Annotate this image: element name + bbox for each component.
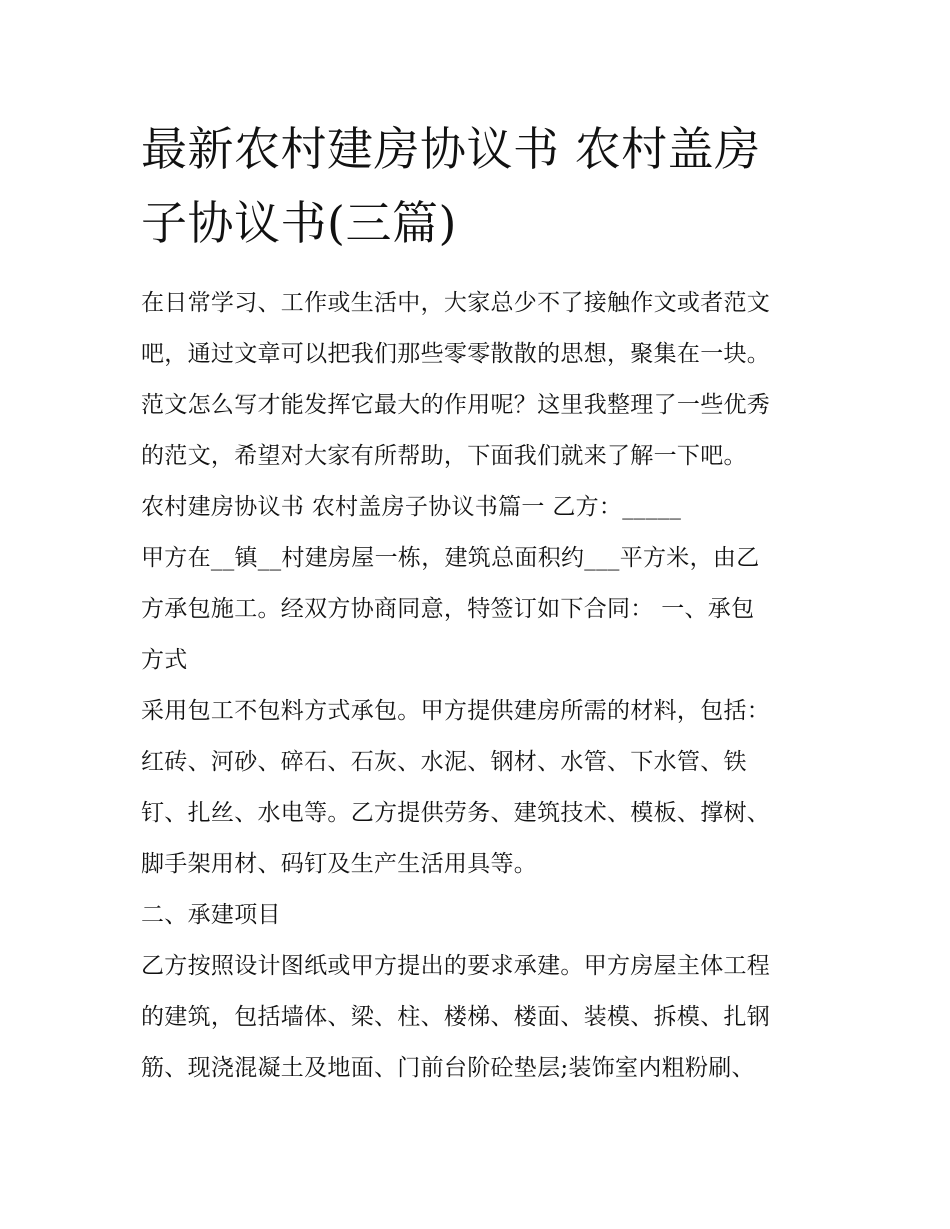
body-line: 在日常学习、工作或生活中，大家总少不了接触作文或者范文 [141, 290, 771, 316]
body-line: 采用包工不包料方式承包。甲方提供建房所需的材料，包括： [141, 698, 771, 724]
body-line: 脚手架用材、码钉及生产生活用具等。 [141, 851, 538, 877]
body-line: 的建筑，包括墙体、梁、柱、楼梯、楼面、装模、拆模、扎钢 [141, 1004, 771, 1030]
document-body [141, 278, 821, 1094]
body-line: 方式 [141, 647, 188, 673]
title-line-1: 最新农村建房协议书 农村盖房 [141, 122, 761, 176]
body-line: 的范文，希望对大家有所帮助，下面我们就来了解一下吧。 [141, 443, 747, 469]
body-line: 筋、现浇混凝土及地面、门前台阶砼垫层;装饰室内粗粉刷、 [141, 1055, 755, 1081]
body-line: 方承包施工。经双方协商同意，特签订如下合同： 一、承包 [141, 596, 755, 622]
body-line: 钉、扎丝、水电等。乙方提供劳务、建筑技术、模板、撑树、 [141, 800, 771, 826]
body-line: 红砖、河砂、碎石、石灰、水泥、钢材、水管、下水管、铁 [141, 749, 747, 775]
document-title [141, 112, 821, 260]
document-page [141, 112, 821, 1094]
body-line: 二、承建项目 [141, 902, 281, 928]
body-line: 吧，通过文章可以把我们那些零零散散的思想，聚集在一块。 [141, 341, 771, 367]
body-line: 农村建房协议书 农村盖房子协议书篇一 乙方：_____ [141, 494, 682, 520]
body-line: 甲方在__镇__村建房屋一栋，建筑总面积约___平方米，由乙 [141, 545, 760, 571]
title-line-2: 子协议书(三篇) [141, 196, 457, 250]
body-line: 乙方按照设计图纸或甲方提出的要求承建。甲方房屋主体工程 [141, 953, 771, 979]
body-line: 范文怎么写才能发挥它最大的作用呢？这里我整理了一些优秀 [141, 392, 771, 418]
